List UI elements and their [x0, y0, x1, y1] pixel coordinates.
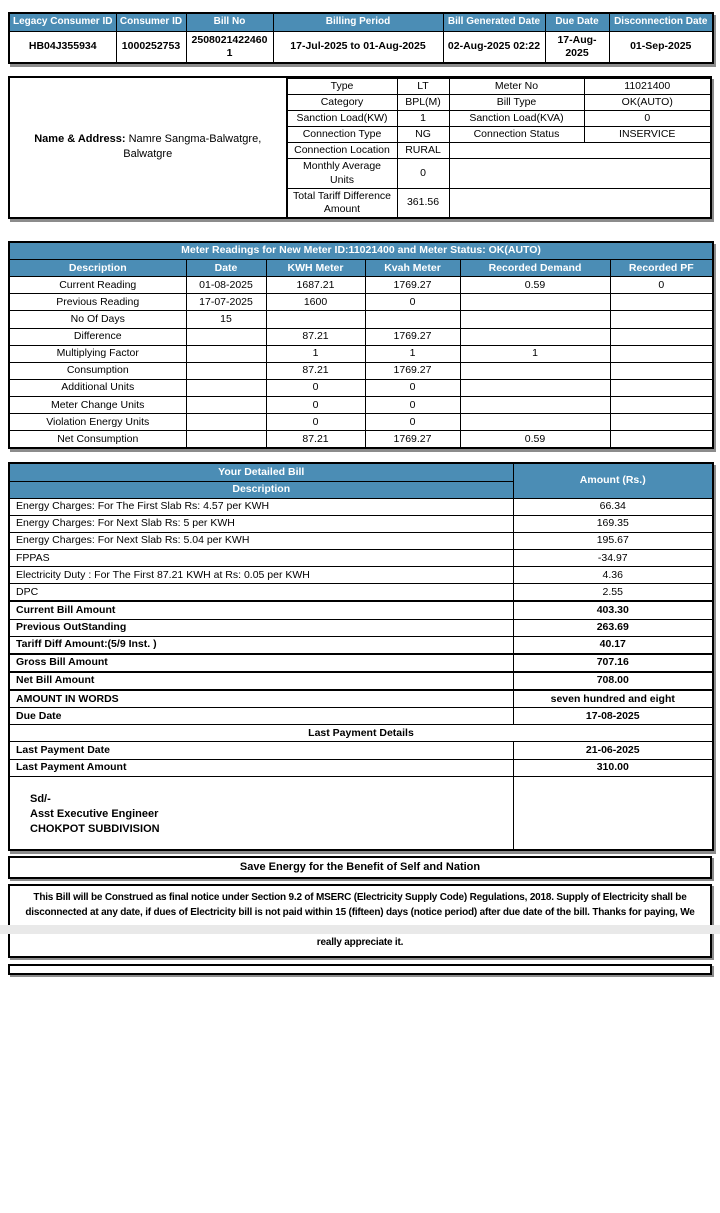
info-value: RURAL: [397, 143, 449, 159]
summary-amount: 263.69: [513, 619, 713, 636]
summary-label: Gross Bill Amount: [9, 654, 513, 672]
save-energy-banner: Save Energy for the Benefit of Self and Nation: [8, 856, 712, 879]
meter-cell-date: [186, 431, 266, 449]
signature-line-subdivision: CHOKPOT SUBDIVISION: [30, 823, 160, 836]
info-label-2: Bill Type: [449, 94, 584, 110]
info-label-2: Connection Status: [449, 127, 584, 143]
consumer-info-block: [8, 76, 712, 219]
info-value: 0: [397, 159, 449, 188]
notice-text-continued: really appreciate it.: [316, 937, 404, 949]
charge-description: Energy Charges: For Next Slab Rs: 5.04 per KWH: [9, 532, 513, 549]
page-break-band: [0, 925, 720, 934]
charge-row: [9, 550, 713, 567]
meter-cell-kwh: 0: [266, 414, 365, 431]
charge-amount: 66.34: [513, 498, 713, 515]
meter-reading-row: [9, 414, 713, 431]
amount-column-header: Amount (Rs.): [513, 463, 713, 498]
meter-cell-date: [186, 379, 266, 396]
meter-cell-kvah: 1769.27: [365, 431, 460, 449]
summary-value-cell: 1000252753: [116, 31, 186, 63]
signature-empty-cell: [513, 776, 713, 850]
meter-column-header: Recorded Demand: [460, 260, 610, 277]
last-payment-label: Last Payment Date: [9, 742, 513, 759]
info-empty-cell: [449, 159, 710, 188]
info-value: LT: [397, 78, 449, 94]
meter-cell-recorded-pf: [610, 311, 713, 328]
summary-value-cell: 17-Aug-2025: [545, 31, 609, 63]
meter-cell-kvah: 0: [365, 379, 460, 396]
final-notice-box: [8, 884, 712, 958]
bill-title-row: [9, 463, 713, 481]
charge-amount: 195.67: [513, 532, 713, 549]
meter-column-header: KWH Meter: [266, 260, 365, 277]
summary-label: Current Bill Amount: [9, 601, 513, 619]
charge-row: [9, 498, 713, 515]
summary-value-cell: 17-Jul-2025 to 01-Aug-2025: [273, 31, 443, 63]
summary-label: Net Bill Amount: [9, 672, 513, 690]
info-empty-cell: [449, 143, 710, 159]
meter-cell-recorded-demand: [460, 397, 610, 414]
info-label: Sanction Load(KW): [287, 111, 397, 127]
meter-cell-recorded-demand: 1: [460, 345, 610, 362]
charge-row: [9, 515, 713, 532]
summary-amount: seven hundred and eight: [513, 690, 713, 708]
info-row: [287, 159, 710, 188]
info-row: [287, 143, 710, 159]
summary-value-cell: HB04J355934: [9, 31, 116, 63]
detailed-bill-table: [8, 462, 714, 851]
meter-cell-recorded-demand: [460, 294, 610, 311]
summary-value-cell: 02-Aug-2025 02:22: [443, 31, 545, 63]
charge-row: [9, 567, 713, 584]
meter-reading-row: [9, 431, 713, 449]
bill-table-title: Your Detailed Bill: [9, 463, 513, 481]
meter-reading-row: [9, 345, 713, 362]
info-paired-rows: [287, 78, 710, 143]
charge-description: DPC: [9, 584, 513, 602]
info-row: [287, 188, 710, 217]
meter-cell-description: No Of Days: [9, 311, 186, 328]
meter-cell-description: Consumption: [9, 362, 186, 379]
meter-cell-recorded-pf: [610, 414, 713, 431]
due-date-row: [9, 708, 713, 725]
meter-cell-kwh: 87.21: [266, 431, 365, 449]
meter-cell-kvah: 0: [365, 397, 460, 414]
name-address-cell: [10, 78, 287, 217]
charge-description: Electricity Duty : For The First 87.21 KWH at Rs: 0.05 per KWH: [9, 567, 513, 584]
info-row: [287, 78, 710, 94]
description-column-header: Description: [9, 481, 513, 498]
info-label: Category: [287, 94, 397, 110]
last-payment-header: Last Payment Details: [9, 725, 713, 742]
info-value: 1: [397, 111, 449, 127]
info-label: Type: [287, 78, 397, 94]
meter-readings-body: [9, 277, 713, 449]
name-address-value: Namre Sangma-Balwatgre, Balwatgre: [123, 133, 262, 161]
meter-cell-recorded-pf: [610, 328, 713, 345]
summary-label: Previous OutStanding: [9, 619, 513, 636]
info-value-2: 0: [584, 111, 710, 127]
info-row: [287, 111, 710, 127]
meter-column-header: Recorded PF: [610, 260, 713, 277]
meter-reading-row: [9, 294, 713, 311]
charge-row: [9, 584, 713, 602]
charge-amount: 2.55: [513, 584, 713, 602]
meter-reading-row: [9, 277, 713, 294]
meter-cell-recorded-pf: [610, 397, 713, 414]
bill-summary-rows: [9, 601, 713, 724]
info-label: Connection Type: [287, 127, 397, 143]
gross-bill-amount-row: [9, 654, 713, 672]
signature-line-sd: Sd/-: [30, 792, 51, 805]
info-value: BPL(M): [397, 94, 449, 110]
meter-cell-kwh: 1: [266, 345, 365, 362]
last-payment-section: [9, 725, 713, 850]
meter-cell-date: [186, 414, 266, 431]
meter-cell-description: Additional Units: [9, 379, 186, 396]
last-payment-value: 21-06-2025: [513, 742, 713, 759]
summary-value-row: [9, 31, 713, 63]
meter-cell-kwh: 0: [266, 379, 365, 396]
meter-cell-kvah: 0: [365, 294, 460, 311]
meter-cell-recorded-demand: 0.59: [460, 431, 610, 449]
meter-cell-description: Current Reading: [9, 277, 186, 294]
trailing-box: [8, 964, 712, 975]
meter-cell-kvah: 1769.27: [365, 362, 460, 379]
meter-column-header: Date: [186, 260, 266, 277]
net-bill-amount-row: [9, 672, 713, 690]
summary-column-header: Bill No: [186, 13, 273, 31]
meter-cell-date: 01-08-2025: [186, 277, 266, 294]
meter-cell-kwh: 1687.21: [266, 277, 365, 294]
meter-reading-row: [9, 379, 713, 396]
info-value: 361.56: [397, 188, 449, 217]
summary-value-cell: 25080214224601: [186, 31, 273, 63]
charge-amount: 4.36: [513, 567, 713, 584]
summary-label: AMOUNT IN WORDS: [9, 690, 513, 708]
meter-header-row: [9, 260, 713, 277]
summary-column-header: Bill Generated Date: [443, 13, 545, 31]
summary-amount: 40.17: [513, 636, 713, 654]
charge-description: Energy Charges: For The First Slab Rs: 4.57 per KWH: [9, 498, 513, 515]
consumer-summary-table: [8, 12, 714, 64]
info-value-2: 11021400: [584, 78, 710, 94]
charge-row: [9, 532, 713, 549]
summary-label: Due Date: [9, 708, 513, 725]
meter-table-title: Meter Readings for New Meter ID:11021400 and Meter Status: OK(AUTO): [9, 242, 713, 260]
meter-cell-recorded-demand: [460, 311, 610, 328]
info-label: Monthly Average Units: [287, 159, 397, 188]
charge-amount: 169.35: [513, 515, 713, 532]
meter-cell-recorded-pf: [610, 379, 713, 396]
signature-row: [9, 776, 713, 850]
info-row: [287, 94, 710, 110]
info-row: [287, 127, 710, 143]
info-value-2: OK(AUTO): [584, 94, 710, 110]
summary-amount: 17-08-2025: [513, 708, 713, 725]
meter-cell-kwh: 87.21: [266, 328, 365, 345]
meter-cell-description: Previous Reading: [9, 294, 186, 311]
meter-reading-row: [9, 397, 713, 414]
summary-header-row: [9, 13, 713, 31]
meter-cell-recorded-demand: [460, 328, 610, 345]
meter-cell-description: Multiplying Factor: [9, 345, 186, 362]
name-address-label: Name & Address:: [34, 133, 126, 146]
notice-text: This Bill will be Construed as final notice under Section 9.2 of MSERC (Electricity Supply Code) Regulations, 2018. Supply of Electricity shall be disconnected at any date, if dues of Electricity bill is not paid within 15 (fifteen) days (notice period) after due date of the bill. Thanks for paying, We: [25, 892, 695, 918]
meter-cell-kwh: [266, 311, 365, 328]
last-payment-amount-row: [9, 759, 713, 776]
summary-column-header: Consumer ID: [116, 13, 186, 31]
info-label: Connection Location: [287, 143, 397, 159]
info-label: Total Tariff Difference Amount: [287, 188, 397, 217]
charge-amount: -34.97: [513, 550, 713, 567]
last-payment-header-row: [9, 725, 713, 742]
last-payment-date-row: [9, 742, 713, 759]
meter-reading-row: [9, 362, 713, 379]
summary-amount: 708.00: [513, 672, 713, 690]
summary-column-header: Legacy Consumer ID: [9, 13, 116, 31]
meter-cell-date: 17-07-2025: [186, 294, 266, 311]
last-payment-label: Last Payment Amount: [9, 759, 513, 776]
meter-cell-kwh: 1600: [266, 294, 365, 311]
info-label-2: Meter No: [449, 78, 584, 94]
meter-title-row: [9, 242, 713, 260]
charge-description: Energy Charges: For Next Slab Rs: 5 per KWH: [9, 515, 513, 532]
meter-cell-recorded-pf: [610, 362, 713, 379]
meter-cell-description: Violation Energy Units: [9, 414, 186, 431]
summary-column-header: Billing Period: [273, 13, 443, 31]
meter-cell-kvah: [365, 311, 460, 328]
meter-cell-kvah: 1: [365, 345, 460, 362]
meter-cell-kvah: 1769.27: [365, 277, 460, 294]
previous-outstanding-row: [9, 619, 713, 636]
signature-block: [9, 776, 513, 850]
info-value: NG: [397, 127, 449, 143]
tariff-diff-row: [9, 636, 713, 654]
summary-amount: 707.16: [513, 654, 713, 672]
meter-cell-kwh: 87.21: [266, 362, 365, 379]
meter-cell-recorded-pf: [610, 431, 713, 449]
bill-charge-rows: [9, 498, 713, 601]
meter-cell-date: 15: [186, 311, 266, 328]
summary-value-cell: 01-Sep-2025: [609, 31, 713, 63]
info-label-2: Sanction Load(KVA): [449, 111, 584, 127]
meter-cell-recorded-pf: [610, 345, 713, 362]
amount-in-words-row: [9, 690, 713, 708]
charge-description: FPPAS: [9, 550, 513, 567]
meter-cell-description: Net Consumption: [9, 431, 186, 449]
meter-cell-description: Difference: [9, 328, 186, 345]
signature-line-title: Asst Executive Engineer: [30, 808, 159, 821]
meter-reading-row: [9, 328, 713, 345]
summary-column-header: Disconnection Date: [609, 13, 713, 31]
meter-cell-recorded-demand: 0.59: [460, 277, 610, 294]
meter-cell-description: Meter Change Units: [9, 397, 186, 414]
meter-cell-recorded-pf: 0: [610, 277, 713, 294]
meter-column-header: Description: [9, 260, 186, 277]
meter-cell-recorded-demand: [460, 414, 610, 431]
meter-cell-date: [186, 362, 266, 379]
current-bill-amount-row: [9, 601, 713, 619]
meter-cell-date: [186, 397, 266, 414]
summary-column-header: Due Date: [545, 13, 609, 31]
meter-cell-kwh: 0: [266, 397, 365, 414]
meter-cell-kvah: 0: [365, 414, 460, 431]
last-payment-value: 310.00: [513, 759, 713, 776]
info-value-2: INSERVICE: [584, 127, 710, 143]
meter-cell-recorded-demand: [460, 379, 610, 396]
connection-info-table: [287, 78, 711, 217]
meter-column-header: Kvah Meter: [365, 260, 460, 277]
meter-cell-recorded-pf: [610, 294, 713, 311]
meter-cell-recorded-demand: [460, 362, 610, 379]
meter-cell-kvah: 1769.27: [365, 328, 460, 345]
meter-cell-date: [186, 345, 266, 362]
info-empty-cell: [449, 188, 710, 217]
meter-cell-date: [186, 328, 266, 345]
meter-reading-row: [9, 311, 713, 328]
summary-label: Tariff Diff Amount:(5/9 Inst. ): [9, 636, 513, 654]
info-single-rows: [287, 143, 710, 217]
summary-amount: 403.30: [513, 601, 713, 619]
meter-readings-table: [8, 241, 714, 450]
